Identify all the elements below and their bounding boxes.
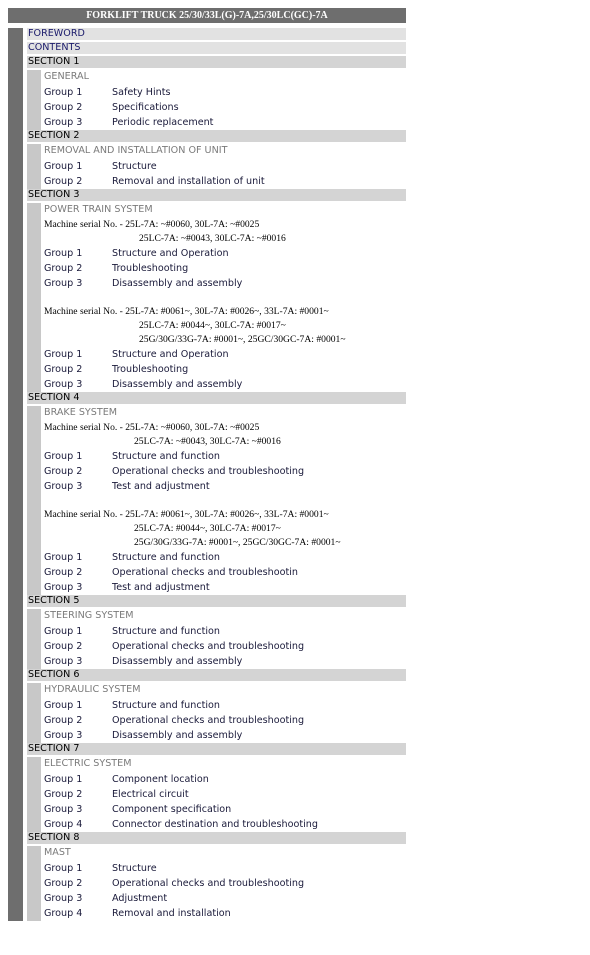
section-subtitle[interactable]: GENERAL bbox=[44, 71, 89, 82]
group-number: Group 2 bbox=[44, 715, 83, 726]
group-entry[interactable] bbox=[44, 449, 406, 464]
section-side-bar bbox=[27, 203, 41, 392]
group-title: Removal and installation of unit bbox=[112, 176, 265, 187]
section-body bbox=[27, 757, 406, 832]
group-title: Specifications bbox=[112, 102, 179, 113]
group-entry[interactable] bbox=[44, 159, 406, 174]
section-subtitle[interactable]: MAST bbox=[44, 847, 71, 858]
group-number: Group 2 bbox=[44, 263, 83, 274]
section-body bbox=[27, 683, 406, 743]
group-entry[interactable] bbox=[44, 276, 406, 291]
toc-section bbox=[27, 392, 406, 595]
group-title: Structure and Operation bbox=[112, 248, 229, 259]
toc-section bbox=[27, 595, 406, 669]
group-title: Troubleshooting bbox=[112, 364, 189, 375]
machine-serial-line: 25G/30G/33G-7A: #0001~, 25GC/30GC-7A: #0001~ bbox=[139, 334, 346, 345]
section-side-bar bbox=[27, 846, 41, 921]
group-number: Group 2 bbox=[44, 466, 83, 477]
section-heading[interactable]: SECTION 2 bbox=[27, 130, 406, 142]
group-entry[interactable] bbox=[44, 624, 406, 639]
section-body bbox=[27, 609, 406, 669]
group-title: Disassembly and assembly bbox=[112, 278, 243, 289]
toc-section bbox=[27, 189, 406, 392]
group-number: Group 3 bbox=[44, 117, 83, 128]
section-subtitle[interactable]: ELECTRIC SYSTEM bbox=[44, 758, 132, 769]
section-body bbox=[27, 846, 406, 921]
group-title: Operational checks and troubleshootin bbox=[112, 567, 299, 578]
machine-serial-line: 25LC-7A: #0044~, 30LC-7A: #0017~ bbox=[134, 523, 281, 534]
group-entry[interactable] bbox=[44, 174, 406, 189]
block-spacer bbox=[44, 494, 406, 508]
group-title: Operational checks and troubleshooting bbox=[112, 466, 305, 477]
toc-section bbox=[27, 56, 406, 130]
group-title: Disassembly and assembly bbox=[112, 379, 243, 390]
section-heading[interactable]: SECTION 8 bbox=[27, 832, 406, 844]
group-entry[interactable] bbox=[44, 654, 406, 669]
section-side-bar bbox=[27, 609, 41, 669]
group-entry[interactable] bbox=[44, 85, 406, 100]
group-number: Group 3 bbox=[44, 278, 83, 289]
group-title: Test and adjustment bbox=[112, 481, 210, 492]
group-entry[interactable] bbox=[44, 876, 406, 891]
group-title: Component specification bbox=[112, 804, 232, 815]
group-number: Group 3 bbox=[44, 804, 83, 815]
group-entry[interactable] bbox=[44, 906, 406, 921]
group-title: Test and adjustment bbox=[112, 582, 210, 593]
group-entry[interactable] bbox=[44, 550, 406, 565]
toc-section bbox=[27, 669, 406, 743]
section-side-bar bbox=[27, 70, 41, 130]
group-title: Structure and function bbox=[112, 552, 220, 563]
machine-serial-line: 25G/30G/33G-7A: #0001~, 25GC/30GC-7A: #0001~ bbox=[134, 537, 341, 548]
group-entry[interactable] bbox=[44, 479, 406, 494]
group-title: Operational checks and troubleshooting bbox=[112, 715, 305, 726]
machine-serial-line: 25LC-7A: #0044~, 30LC-7A: #0017~ bbox=[139, 320, 286, 331]
section-side-bar bbox=[27, 144, 41, 189]
group-number: Group 1 bbox=[44, 248, 83, 259]
group-entry[interactable] bbox=[44, 698, 406, 713]
section-body bbox=[27, 203, 406, 392]
group-title: Structure and Operation bbox=[112, 349, 229, 360]
group-entry[interactable] bbox=[44, 728, 406, 743]
group-number: Group 3 bbox=[44, 656, 83, 667]
group-number: Group 4 bbox=[44, 819, 83, 830]
group-entry[interactable] bbox=[44, 713, 406, 728]
group-number: Group 2 bbox=[44, 567, 83, 578]
group-number: Group 1 bbox=[44, 87, 83, 98]
section-heading[interactable]: SECTION 6 bbox=[27, 669, 406, 681]
group-entry[interactable] bbox=[44, 261, 406, 276]
section-subtitle[interactable]: POWER TRAIN SYSTEM bbox=[44, 204, 153, 215]
section-heading[interactable]: SECTION 3 bbox=[27, 189, 406, 201]
machine-serial-line: Machine serial No. - 25L-7A: #0061~, 30L-7A: #0026~, 33L-7A: #0001~ bbox=[44, 509, 329, 520]
toc-shell bbox=[8, 28, 406, 921]
group-number: Group 4 bbox=[44, 908, 83, 919]
document-title: FORKLIFT TRUCK 25/30/33L(G)-7A,25/30LC(GC)-7A bbox=[8, 8, 406, 23]
toc-section bbox=[27, 832, 406, 921]
group-entry[interactable] bbox=[44, 891, 406, 906]
group-entry[interactable] bbox=[44, 580, 406, 595]
machine-serial-line: Machine serial No. - 25L-7A: ~#0060, 30L-7A: ~#0025 bbox=[44, 422, 260, 433]
group-number: Group 3 bbox=[44, 893, 83, 904]
group-entry[interactable] bbox=[44, 861, 406, 876]
group-entry[interactable] bbox=[44, 565, 406, 580]
contents-link[interactable]: CONTENTS bbox=[27, 42, 406, 54]
toc-list bbox=[27, 28, 406, 921]
left-spine-bar bbox=[8, 28, 23, 921]
group-entry[interactable] bbox=[44, 100, 406, 115]
group-number: Group 1 bbox=[44, 774, 83, 785]
section-heading[interactable]: SECTION 1 bbox=[27, 56, 406, 68]
group-number: Group 2 bbox=[44, 641, 83, 652]
group-entry[interactable] bbox=[44, 246, 406, 261]
group-title: Structure bbox=[112, 161, 157, 172]
group-number: Group 2 bbox=[44, 878, 83, 889]
group-number: Group 1 bbox=[44, 552, 83, 563]
section-subtitle[interactable]: STEERING SYSTEM bbox=[44, 610, 134, 621]
group-number: Group 1 bbox=[44, 349, 83, 360]
machine-serial-line: Machine serial No. - 25L-7A: #0061~, 30L-7A: #0026~, 33L-7A: #0001~ bbox=[44, 306, 329, 317]
group-entry[interactable] bbox=[44, 817, 406, 832]
group-entry[interactable] bbox=[44, 347, 406, 362]
group-number: Group 1 bbox=[44, 863, 83, 874]
group-title: Adjustment bbox=[112, 893, 168, 904]
group-entry[interactable] bbox=[44, 802, 406, 817]
section-side-bar bbox=[27, 406, 41, 595]
group-number: Group 3 bbox=[44, 582, 83, 593]
group-number: Group 3 bbox=[44, 730, 83, 741]
foreword-link[interactable]: FOREWORD bbox=[27, 28, 406, 40]
group-title: Structure and function bbox=[112, 700, 220, 711]
group-title: Electrical circuit bbox=[112, 789, 189, 800]
group-entry[interactable] bbox=[44, 787, 406, 802]
machine-serial-line: 25LC-7A: ~#0043, 30LC-7A: ~#0016 bbox=[139, 233, 286, 244]
group-title: Periodic replacement bbox=[112, 117, 214, 128]
group-entry[interactable] bbox=[44, 639, 406, 654]
toc-section bbox=[27, 743, 406, 832]
section-subtitle[interactable]: HYDRAULIC SYSTEM bbox=[44, 684, 141, 695]
group-entry[interactable] bbox=[44, 115, 406, 130]
block-spacer bbox=[44, 291, 406, 305]
group-entry[interactable] bbox=[44, 377, 406, 392]
group-title: Safety Hints bbox=[112, 87, 171, 98]
group-title: Structure bbox=[112, 863, 157, 874]
group-title: Component location bbox=[112, 774, 209, 785]
section-heading[interactable]: SECTION 7 bbox=[27, 743, 406, 755]
toc-frame bbox=[8, 8, 406, 921]
group-title: Disassembly and assembly bbox=[112, 656, 243, 667]
group-title: Structure and function bbox=[112, 626, 220, 637]
group-number: Group 3 bbox=[44, 379, 83, 390]
section-subtitle[interactable]: BRAKE SYSTEM bbox=[44, 407, 118, 418]
group-number: Group 2 bbox=[44, 102, 83, 113]
section-heading[interactable]: SECTION 4 bbox=[27, 392, 406, 404]
group-number: Group 2 bbox=[44, 176, 83, 187]
group-number: Group 1 bbox=[44, 626, 83, 637]
toc-section bbox=[27, 130, 406, 189]
group-title: Structure and function bbox=[112, 451, 220, 462]
section-body bbox=[27, 144, 406, 189]
group-title: Operational checks and troubleshooting bbox=[112, 641, 305, 652]
section-side-bar bbox=[27, 683, 41, 743]
group-entry[interactable] bbox=[44, 772, 406, 787]
group-entry[interactable] bbox=[44, 464, 406, 479]
group-number: Group 1 bbox=[44, 700, 83, 711]
section-body bbox=[27, 70, 406, 130]
section-subtitle[interactable]: REMOVAL AND INSTALLATION OF UNIT bbox=[44, 145, 228, 156]
group-title: Removal and installation bbox=[112, 908, 231, 919]
group-number: Group 1 bbox=[44, 451, 83, 462]
group-entry[interactable] bbox=[44, 362, 406, 377]
section-side-bar bbox=[27, 757, 41, 832]
group-title: Operational checks and troubleshooting bbox=[112, 878, 305, 889]
group-number: Group 2 bbox=[44, 789, 83, 800]
group-number: Group 2 bbox=[44, 364, 83, 375]
group-title: Connector destination and troubleshooting bbox=[112, 819, 318, 830]
group-number: Group 1 bbox=[44, 161, 83, 172]
section-body bbox=[27, 406, 406, 595]
section-heading[interactable]: SECTION 5 bbox=[27, 595, 406, 607]
group-number: Group 3 bbox=[44, 481, 83, 492]
machine-serial-line: Machine serial No. - 25L-7A: ~#0060, 30L-7A: ~#0025 bbox=[44, 219, 260, 230]
group-title: Troubleshooting bbox=[112, 263, 189, 274]
group-title: Disassembly and assembly bbox=[112, 730, 243, 741]
machine-serial-line: 25LC-7A: ~#0043, 30LC-7A: ~#0016 bbox=[134, 436, 281, 447]
